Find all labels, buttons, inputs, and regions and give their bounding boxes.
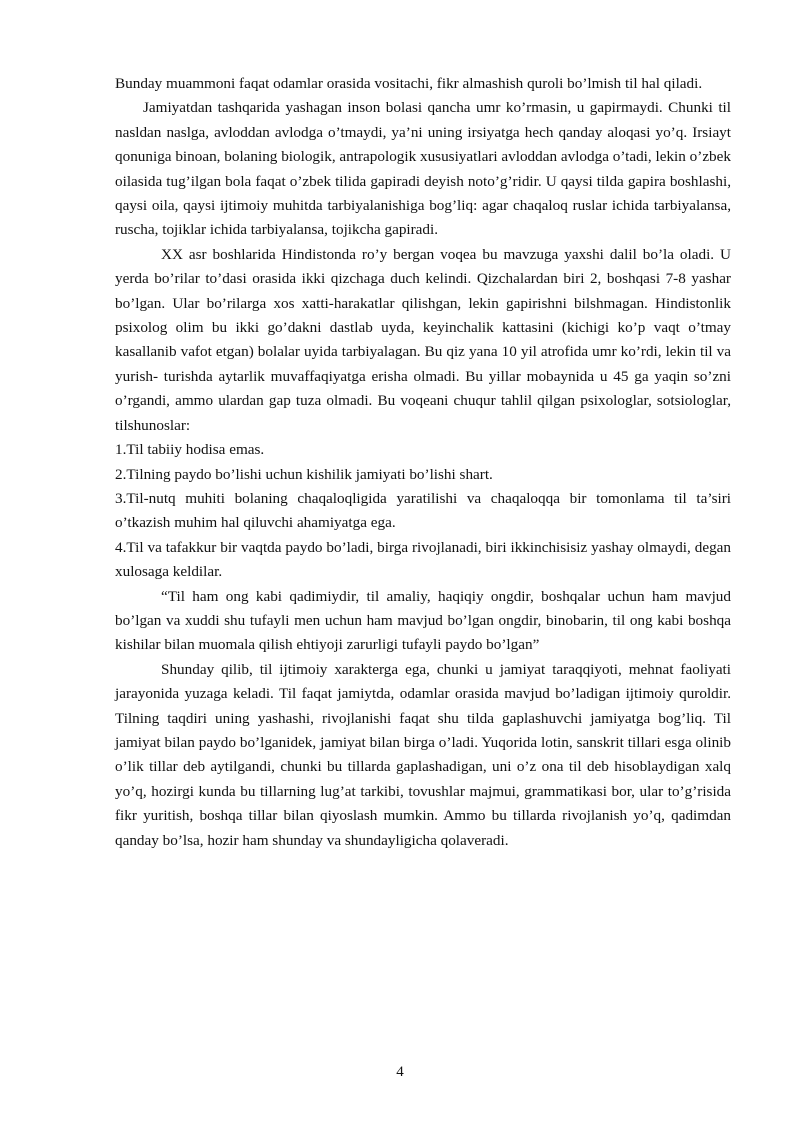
paragraph-conclusion: Shunday qilib, til ijtimoiy xarakterga ega, chunki u jamiyat taraqqiyoti, mehnat faoliyati jarayonida yuzaga keladi. Til faqat jamiytda, odamlar orasida mavjud bo’ladigan ijtimoiy quroldir. Tilning taqdiri uning yashashi, rivojlanishi faqat shu tilda gaplashuvchi jamiyatga bog’liq. Til jamiyat bilan paydo bo’lganidek, jamiyat bilan birga o’ladi. Yuqorida lotin, sanskrit tillari esga olinib o’lik tillar deb aytilgandi, chunki bu tillarda gaplashadigan, uni o’z ona til deb hisoblaydigan xalq yo’q, hozirgi kunda bu tillarning lug’at tarkibi, tovushlar majmui, grammatikasi bor, ular to’g’risida fikr yuritish, boshqa tillar bilan qiyoslash mumkin. Ammo bu tillarda rivojlanish yo’q, qadimdan qanday bo’lsa, hozir ham shunday va shundayligicha qolaveradi. — [115, 660, 731, 849]
paragraph-quote: “Til ham ong kabi qadimiydir, til amaliy, haqiqiy ongdir, boshqalar uchun ham mavjud bo’lgan va xuddi shu tufayli men uchun ham mavjud bo’lgan ongdir, binobarin, til ong kabi boshqa kishilar bilan muomala qilish ehtiyoji zarurligi tufayli paydo bo’lgan” — [115, 587, 731, 654]
list-item-1: 1.Til tabiiy hodisa emas. — [115, 441, 265, 459]
list-item-2: 2.Tilning paydo bo’lishi uchun kishilik jamiyati bo’lishi shart. — [115, 465, 493, 483]
list-item-3: 3.Til-nutq muhiti bolaning chaqaloqligida yaratilishi va chaqaloqqa bir tomonlama til ta’siri o’tkazish muhim hal qiluvchi ahamiyatga ega. — [115, 489, 731, 532]
list-item-4: 4.Til va tafakkur bir vaqtda paydo bo’ladi, birga rivojlanadi, biri ikkinchisisiz yashay olmaydi, degan xulosaga keldilar. — [115, 538, 731, 581]
paragraph-society: Jamiyatdan tashqarida yashagan inson bolasi qancha umr ko’rmasin, u gapirmaydi. Chunki til nasldan naslga, avloddan avlodga o’tmaydi, ya’ni uning irsiyatga hech qanday aloqasi yo’q. Irsiayt qonuniga binoan, bolaning biologik, antrapologik xususiyatlari avloddan avlodga o’tadi, lekin o’zbek oilasida tug’ilgan bola faqat o’zbek tilida gapiradi deyish noto’g’ridir. U qaysi tilda gapira boshlashi, qaysi oila, qaysi ijtimoiy muhitda tarbiyalanishiga bog’liq: agar chaqaloq ruslar ichida tarbiyalansa, ruscha, tojiklar ichida tarbiyalansa, tojikcha gapiradi. — [115, 99, 731, 239]
paragraph-intro: Bunday muammoni faqat odamlar orasida vositachi, fikr almashish quroli bo’lmish til hal qiladi. — [115, 75, 703, 92]
page-number: 4 — [396, 1064, 404, 1080]
paragraph-india-story: XX asr boshlarida Hindistonda ro’y bergan voqea bu mavzuga yaxshi dalil bo’la oladi. U yerda bo’rilar to’dasi orasida ikki qizchaga duch kelindi. Qizchalardan biri 2, boshqasi 7-8 yashar bo’lgan. Ular bo’rilarga xos xatti-harakatlar qilishgan, lekin gapirishni bilshmagan. Hindistonlik psixolog olim bu ikki go’dakni dastlab uyda, keyinchalik kattasini (kichigi ko’p vaqt o’tmay kasallanib vafot etgan) bolalar uyida tarbiyalagan. Bu qiz yana 10 yil atrofida umr ko’rdi, lekin til va yurish- turishda aytarlik muvaffaqiyatga erisha olmadi. Bu yillar mobaynida u 45 ga yaqin so’zni o’rgandi, ammo ulardan gap tuza olmadi. Bu voqeani chuqur tahlil qilgan psixologlar, sotsiologlar, tilshunoslar: — [115, 245, 731, 434]
document-body — [115, 72, 731, 853]
